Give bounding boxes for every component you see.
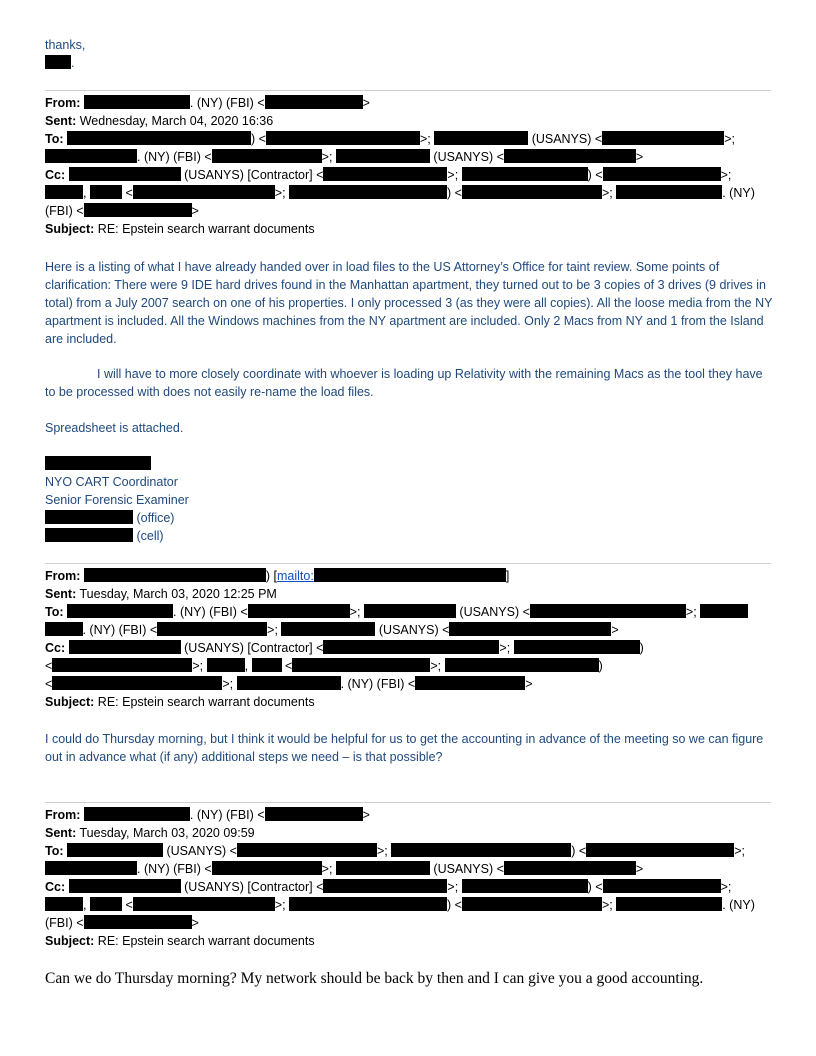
- greeting-signoff: .: [45, 54, 74, 72]
- redaction: [415, 676, 525, 690]
- from-line: From: . (NY) (FBI) < >: [45, 96, 370, 110]
- redaction: [445, 658, 599, 672]
- email1-body-p2: I will have to more closely coordinate with whoever is loading up Relativity with the remaining Macs as the tool they have to be processed with does not easily re-name the load files.: [45, 367, 763, 399]
- redaction: [90, 897, 122, 911]
- redaction: [602, 131, 724, 145]
- cc-line-cont: , < >; ) < >; . (NY): [45, 184, 755, 202]
- redaction: [336, 861, 430, 875]
- email1-body-p1: Here is a listing of what I have already handed over in load files to the US Attorney’s Office for taint review. Some points of clarification: There were 9 IDE hard drives found in the Manhattan apartment, they turned out to be 3 copies of 3 drives (9 drives in total) from a July 2007 search on one of his properties. I only processed 3 (as they were all copies). All the loose media from the NY apartment is included. All the Windows machines from the NY apartment are included. Only 2 Macs from NY and 1 from the Island are included.: [45, 260, 773, 346]
- cc-line-cont: , < >; ) < >; . (NY): [45, 896, 755, 914]
- email2-body: I could do Thursday morning, but I think it would be helpful for us to get the accounting in advance of the meeting so we can figure out in advance what (if any) additional steps we need – is that possible?: [45, 732, 764, 764]
- redaction: [67, 843, 163, 857]
- to-line: To: . (NY) (FBI) < >; (USANYS) < >;: [45, 603, 748, 621]
- redaction: [530, 604, 686, 618]
- redaction: [52, 676, 222, 690]
- redaction: [336, 149, 430, 163]
- cc-line-cont2: < >; . (NY) (FBI) < >: [45, 677, 533, 691]
- redaction: [289, 185, 447, 199]
- redaction: [323, 640, 499, 654]
- to-line: To: (USANYS) < >; ) < >;: [45, 844, 745, 858]
- redaction: [603, 167, 721, 181]
- redaction: [69, 879, 181, 893]
- email3-body: Can we do Thursday morning? My network should be back by then and I can give you a good accounting.: [45, 970, 704, 987]
- redaction: [434, 131, 528, 145]
- subject-line: Subject: RE: Epstein search warrant documents: [45, 222, 315, 236]
- redaction: [45, 861, 137, 875]
- email3-header: [45, 806, 755, 950]
- redaction: [364, 604, 456, 618]
- sent-line: Sent: Tuesday, March 03, 2020 09:59: [45, 826, 255, 840]
- to-line-cont: . (NY) (FBI) < >; (USANYS) < >: [45, 860, 755, 878]
- to-line-cont: . (NY) (FBI) < >; (USANYS) < >: [45, 148, 755, 166]
- divider: [45, 90, 771, 91]
- redaction: [45, 510, 133, 524]
- redaction: [67, 131, 251, 145]
- redaction: [133, 185, 275, 199]
- redaction: [67, 604, 173, 618]
- redaction: [248, 604, 350, 618]
- cc-line: Cc: (USANYS) [Contractor] < >; ): [45, 641, 644, 655]
- redaction: [504, 861, 636, 875]
- redaction: [45, 185, 83, 199]
- redaction: [212, 861, 322, 875]
- redaction: [90, 185, 122, 199]
- to-line: To: ) < >; (USANYS) < >;: [45, 132, 735, 146]
- redaction: [281, 622, 375, 636]
- divider: [45, 563, 771, 564]
- signature: [45, 455, 189, 545]
- redaction: [45, 897, 83, 911]
- redaction: [237, 843, 377, 857]
- redaction: [212, 149, 322, 163]
- email2-header: [45, 567, 748, 711]
- redaction: [265, 95, 363, 109]
- divider: [45, 802, 771, 803]
- sig-cell: (cell): [45, 527, 189, 545]
- redaction: [69, 167, 181, 181]
- redaction: [84, 95, 190, 109]
- from-line: From: ) [mailto: ]: [45, 569, 510, 583]
- redaction: [45, 456, 151, 470]
- cc-line: Cc: (USANYS) [Contractor] < >; ) < >;: [45, 168, 732, 182]
- greeting-thanks: thanks,: [45, 38, 86, 52]
- redaction: [237, 676, 341, 690]
- redaction: [265, 807, 363, 821]
- cc-line: Cc: (USANYS) [Contractor] < >; ) < >;: [45, 880, 732, 894]
- redaction: [45, 149, 137, 163]
- sig-role: Senior Forensic Examiner: [45, 493, 189, 507]
- redaction: [514, 640, 640, 654]
- sig-title: NYO CART Coordinator: [45, 475, 178, 489]
- redaction: [45, 528, 133, 542]
- redaction: [45, 55, 71, 69]
- redaction: [84, 807, 190, 821]
- redaction: [69, 640, 181, 654]
- cc-line-cont2: (FBI) < >: [45, 204, 199, 218]
- cc-line-cont: < >; , < >; ): [45, 659, 603, 673]
- redaction: [449, 622, 611, 636]
- redaction: [603, 879, 721, 893]
- redaction: [700, 604, 748, 618]
- redaction: [207, 658, 245, 672]
- redaction: [391, 843, 571, 857]
- redaction: [289, 897, 447, 911]
- redaction: [462, 897, 602, 911]
- redaction: [133, 897, 275, 911]
- redaction: [504, 149, 636, 163]
- redaction: [314, 568, 506, 582]
- to-line-cont: . (NY) (FBI) < >; (USANYS) < >: [45, 621, 748, 639]
- redaction: [323, 879, 447, 893]
- redaction: [52, 658, 192, 672]
- sent-line: Sent: Tuesday, March 03, 2020 12:25 PM: [45, 587, 277, 601]
- redaction: [462, 167, 588, 181]
- redaction: [252, 658, 282, 672]
- from-line: From: . (NY) (FBI) < >: [45, 808, 370, 822]
- redaction: [266, 131, 420, 145]
- redaction: [462, 185, 602, 199]
- redaction: [292, 658, 430, 672]
- email1-body-p3: Spreadsheet is attached.: [45, 421, 184, 435]
- subject-line: Subject: RE: Epstein search warrant documents: [45, 934, 315, 948]
- redaction: [45, 622, 83, 636]
- redaction: [84, 203, 192, 217]
- sig-office: (office): [45, 509, 189, 527]
- sent-line: Sent: Wednesday, March 04, 2020 16:36: [45, 114, 274, 128]
- subject-line: Subject: RE: Epstein search warrant documents: [45, 695, 315, 709]
- email1-header: [45, 94, 755, 238]
- redaction: [323, 167, 447, 181]
- redaction: [586, 843, 734, 857]
- redaction: [616, 185, 722, 199]
- redaction: [84, 568, 266, 582]
- redaction: [616, 897, 722, 911]
- redaction: [157, 622, 267, 636]
- redaction: [84, 915, 192, 929]
- redaction: [462, 879, 588, 893]
- mailto-link[interactable]: mailto:: [277, 569, 314, 583]
- cc-line-cont2: (FBI) < >: [45, 916, 199, 930]
